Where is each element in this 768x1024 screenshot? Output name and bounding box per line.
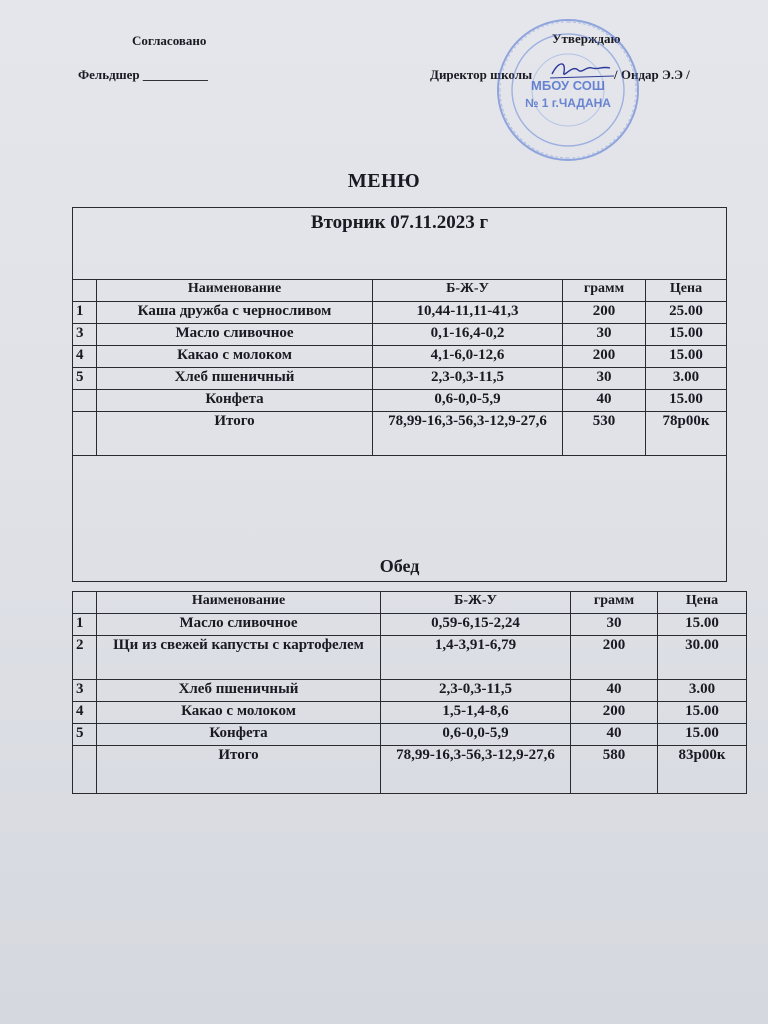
total-label: Итого <box>97 412 373 456</box>
dish-price: 15.00 <box>658 724 747 746</box>
total-bju: 78,99-16,3-56,3-12,9-27,6 <box>373 412 563 456</box>
medic-signature-line: Фельдшер __________ <box>78 67 208 82</box>
dish-price: 15.00 <box>646 390 727 412</box>
dish-bju: 10,44-11,11-41,3 <box>373 302 563 324</box>
dish-name: Каша дружба с черносливом <box>97 302 373 324</box>
dish-price: 3.00 <box>646 368 727 390</box>
dish-bju: 4,1-6,0-12,6 <box>373 346 563 368</box>
row-number: 1 <box>73 614 97 636</box>
dish-gram: 30 <box>563 368 646 390</box>
table-row <box>73 346 727 368</box>
col-header-price: Цена <box>646 280 727 302</box>
dish-bju: 0,59-6,15-2,24 <box>381 614 571 636</box>
lunch-table <box>72 591 747 794</box>
dish-price: 15.00 <box>646 324 727 346</box>
table-row <box>73 368 727 390</box>
row-number <box>73 746 97 794</box>
dish-price: 3.00 <box>658 680 747 702</box>
col-header-name: Наименование <box>97 592 381 614</box>
row-number <box>73 412 97 456</box>
table-row <box>73 614 747 636</box>
dish-name: Щи из свежей капусты с картофелем <box>97 636 381 680</box>
row-number: 4 <box>73 346 97 368</box>
dish-price: 15.00 <box>646 346 727 368</box>
dish-bju: 1,4-3,91-6,79 <box>381 636 571 680</box>
agreed-label: Согласовано <box>132 33 207 48</box>
col-header-price: Цена <box>658 592 747 614</box>
total-price: 78р00к <box>646 412 727 456</box>
col-header-bju: Б-Ж-У <box>373 280 563 302</box>
dish-bju: 0,6-0,0-5,9 <box>381 724 571 746</box>
col-header-gram: грамм <box>571 592 658 614</box>
breakfast-table <box>72 207 727 582</box>
school-seal <box>488 10 648 170</box>
col-header-name: Наименование <box>97 280 373 302</box>
dish-gram: 30 <box>563 324 646 346</box>
total-gram: 530 <box>563 412 646 456</box>
dish-price: 25.00 <box>646 302 727 324</box>
row-number: 3 <box>73 324 97 346</box>
col-header-gram: грамм <box>563 280 646 302</box>
row-number: 5 <box>73 368 97 390</box>
dish-gram: 40 <box>563 390 646 412</box>
dish-price: 30.00 <box>658 636 747 680</box>
dish-gram: 30 <box>571 614 658 636</box>
row-number: 5 <box>73 724 97 746</box>
dish-name: Конфета <box>97 390 373 412</box>
col-header-bju: Б-Ж-У <box>381 592 571 614</box>
dish-gram: 40 <box>571 680 658 702</box>
table-row <box>73 636 747 680</box>
dish-name: Какао с молоком <box>97 346 373 368</box>
row-number <box>73 390 97 412</box>
table-row <box>73 724 747 746</box>
svg-text:№ 1 г.ЧАДАНА: № 1 г.ЧАДАНА <box>525 96 611 110</box>
dish-gram: 200 <box>563 346 646 368</box>
dish-gram: 40 <box>571 724 658 746</box>
table-row <box>73 390 727 412</box>
director-label: Директор школы <box>430 67 533 82</box>
dish-bju: 1,5-1,4-8,6 <box>381 702 571 724</box>
lunch-title: Обед <box>73 456 727 582</box>
dish-bju: 0,6-0,0-5,9 <box>373 390 563 412</box>
total-row <box>73 412 727 456</box>
table-row <box>73 702 747 724</box>
row-number: 1 <box>73 302 97 324</box>
dish-price: 15.00 <box>658 702 747 724</box>
dish-price: 15.00 <box>658 614 747 636</box>
dish-name: Хлеб пшеничный <box>97 368 373 390</box>
table-row <box>73 302 727 324</box>
dish-gram: 200 <box>571 636 658 680</box>
total-label: Итого <box>97 746 381 794</box>
dish-bju: 2,3-0,3-11,5 <box>373 368 563 390</box>
dish-bju: 2,3-0,3-11,5 <box>381 680 571 702</box>
row-number: 3 <box>73 680 97 702</box>
row-number: 2 <box>73 636 97 680</box>
director-name: / Ондар Э.Э / <box>614 67 690 82</box>
page-title: МЕНЮ <box>347 170 421 192</box>
svg-text:МБОУ СОШ: МБОУ СОШ <box>531 78 605 93</box>
row-number: 4 <box>73 702 97 724</box>
dish-name: Хлеб пшеничный <box>97 680 381 702</box>
breakfast-day-title: Вторник 07.11.2023 г <box>73 208 727 280</box>
dish-bju: 0,1-16,4-0,2 <box>373 324 563 346</box>
total-bju: 78,99-16,3-56,3-12,9-27,6 <box>381 746 571 794</box>
table-row <box>73 324 727 346</box>
dish-name: Какао с молоком <box>97 702 381 724</box>
total-gram: 580 <box>571 746 658 794</box>
dish-gram: 200 <box>563 302 646 324</box>
dish-name: Конфета <box>97 724 381 746</box>
approve-label: Утверждаю <box>552 31 621 46</box>
dish-gram: 200 <box>571 702 658 724</box>
dish-name: Масло сливочное <box>97 614 381 636</box>
total-row <box>73 746 747 794</box>
total-price: 83р00к <box>658 746 747 794</box>
dish-name: Масло сливочное <box>97 324 373 346</box>
table-row <box>73 680 747 702</box>
